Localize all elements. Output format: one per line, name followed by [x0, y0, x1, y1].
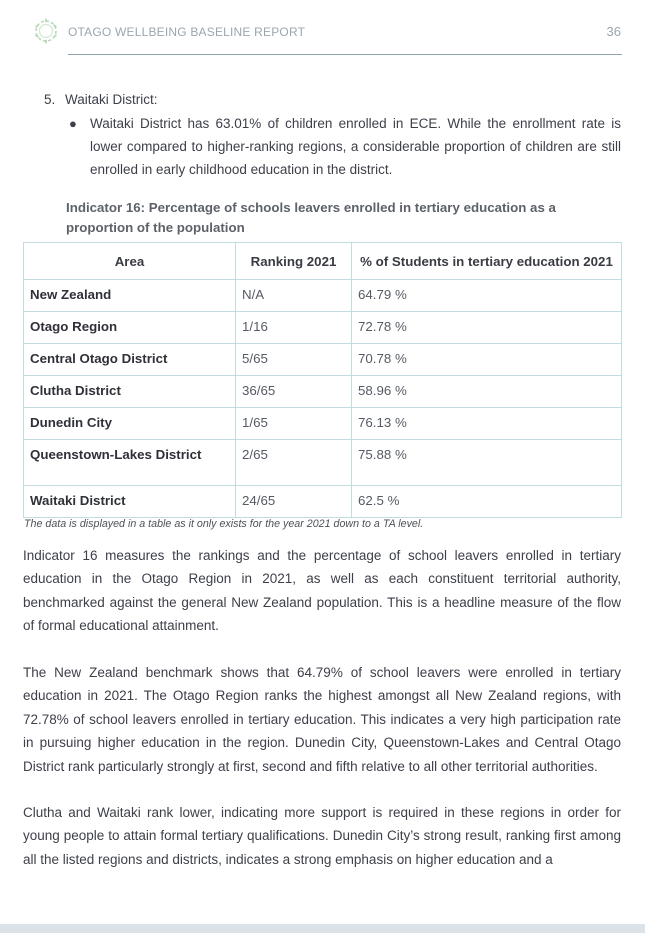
page-header — [0, 0, 645, 60]
table-row — [24, 408, 622, 440]
area-cell: New Zealand — [24, 280, 236, 312]
area-cell: Clutha District — [24, 376, 236, 408]
table-row — [24, 376, 622, 408]
ranking-cell: 24/65 — [236, 486, 352, 518]
numbered-list-item — [44, 92, 158, 107]
page-number: 36 — [606, 24, 621, 39]
table-row — [24, 312, 622, 344]
area-cell: Queenstown-Lakes District — [24, 440, 236, 486]
percent-cell: 64.79 % — [352, 280, 622, 312]
table-row — [24, 486, 622, 518]
ranking-cell: N/A — [236, 280, 352, 312]
percent-cell: 76.13 % — [352, 408, 622, 440]
ranking-cell: 1/65 — [236, 408, 352, 440]
list-item-label: Waitaki District: — [65, 92, 158, 107]
area-cell: Otago Region — [24, 312, 236, 344]
area-cell: Waitaki District — [24, 486, 236, 518]
header-title: OTAGO WELLBEING BASELINE REPORT — [68, 25, 306, 39]
ranking-cell: 36/65 — [236, 376, 352, 408]
area-cell: Dunedin City — [24, 408, 236, 440]
body-paragraph: Indicator 16 measures the rankings and the percentage of school leavers enrolled in tertiary education in the Otago Region in 2021, as well as each constituent territorial authority, benchmarked against the general New Zealand population. This is a headline measure of the flow of formal educational attainment. — [23, 548, 621, 634]
area-cell: Central Otago District — [24, 344, 236, 376]
column-header-ranking: Ranking 2021 — [236, 243, 352, 280]
column-header-percent: % of Students in tertiary education 2021 — [352, 243, 622, 280]
percent-cell: 75.88 % — [352, 440, 622, 486]
ranking-cell: 5/65 — [236, 344, 352, 376]
wreath-logo-icon — [33, 18, 59, 44]
bullet-text: Waitaki District has 63.01% of children enrolled in ECE. While the enrollment rate is lower compared to higher-ranking regions, a considerable proportion of children are still enrolled in early childhood education in the district. — [90, 116, 621, 178]
table-caption: The data is displayed in a table as it only exists for the year 2021 down to a TA level. — [24, 518, 424, 530]
percent-cell: 62.5 % — [352, 486, 622, 518]
footer-bar — [0, 924, 645, 933]
ranking-cell: 1/16 — [236, 312, 352, 344]
table-row — [24, 280, 622, 312]
body-paragraph: Clutha and Waitaki rank lower, indicating more support is required in these regions in order for young people to attain formal tertiary qualifications. Dunedin City’s strong result, ranking first among all the listed regions and districts, indicates a strong emphasis on higher education and a — [23, 805, 621, 867]
body-paragraph: The New Zealand benchmark shows that 64.79% of school leavers were enrolled in tertiary education in 2021. The Otago Region ranks the highest amongst all New Zealand regions, with 72.78% of school leavers enrolled in tertiary education. This indicates a very high participation rate in pursuing higher education in the region. Dunedin City, Queenstown-Lakes and Central Otago District rank particularly strongly at first, second and fifth relative to all other territorial authorities. — [23, 665, 621, 774]
indicator-title: Indicator 16: Percentage of schools leavers enrolled in tertiary education as a proportion of the population — [66, 200, 556, 235]
column-header-area: Area — [24, 243, 236, 280]
tertiary-education-table — [23, 242, 622, 518]
table-row — [24, 440, 622, 486]
table-row — [24, 344, 622, 376]
ranking-cell: 2/65 — [236, 440, 352, 486]
percent-cell: 72.78 % — [352, 312, 622, 344]
header-divider — [68, 54, 622, 55]
percent-cell: 58.96 % — [352, 376, 622, 408]
percent-cell: 70.78 % — [352, 344, 622, 376]
bullet-dot-icon: ● — [69, 116, 77, 131]
table-header-row — [24, 243, 622, 280]
list-item-number: 5. — [44, 92, 56, 107]
